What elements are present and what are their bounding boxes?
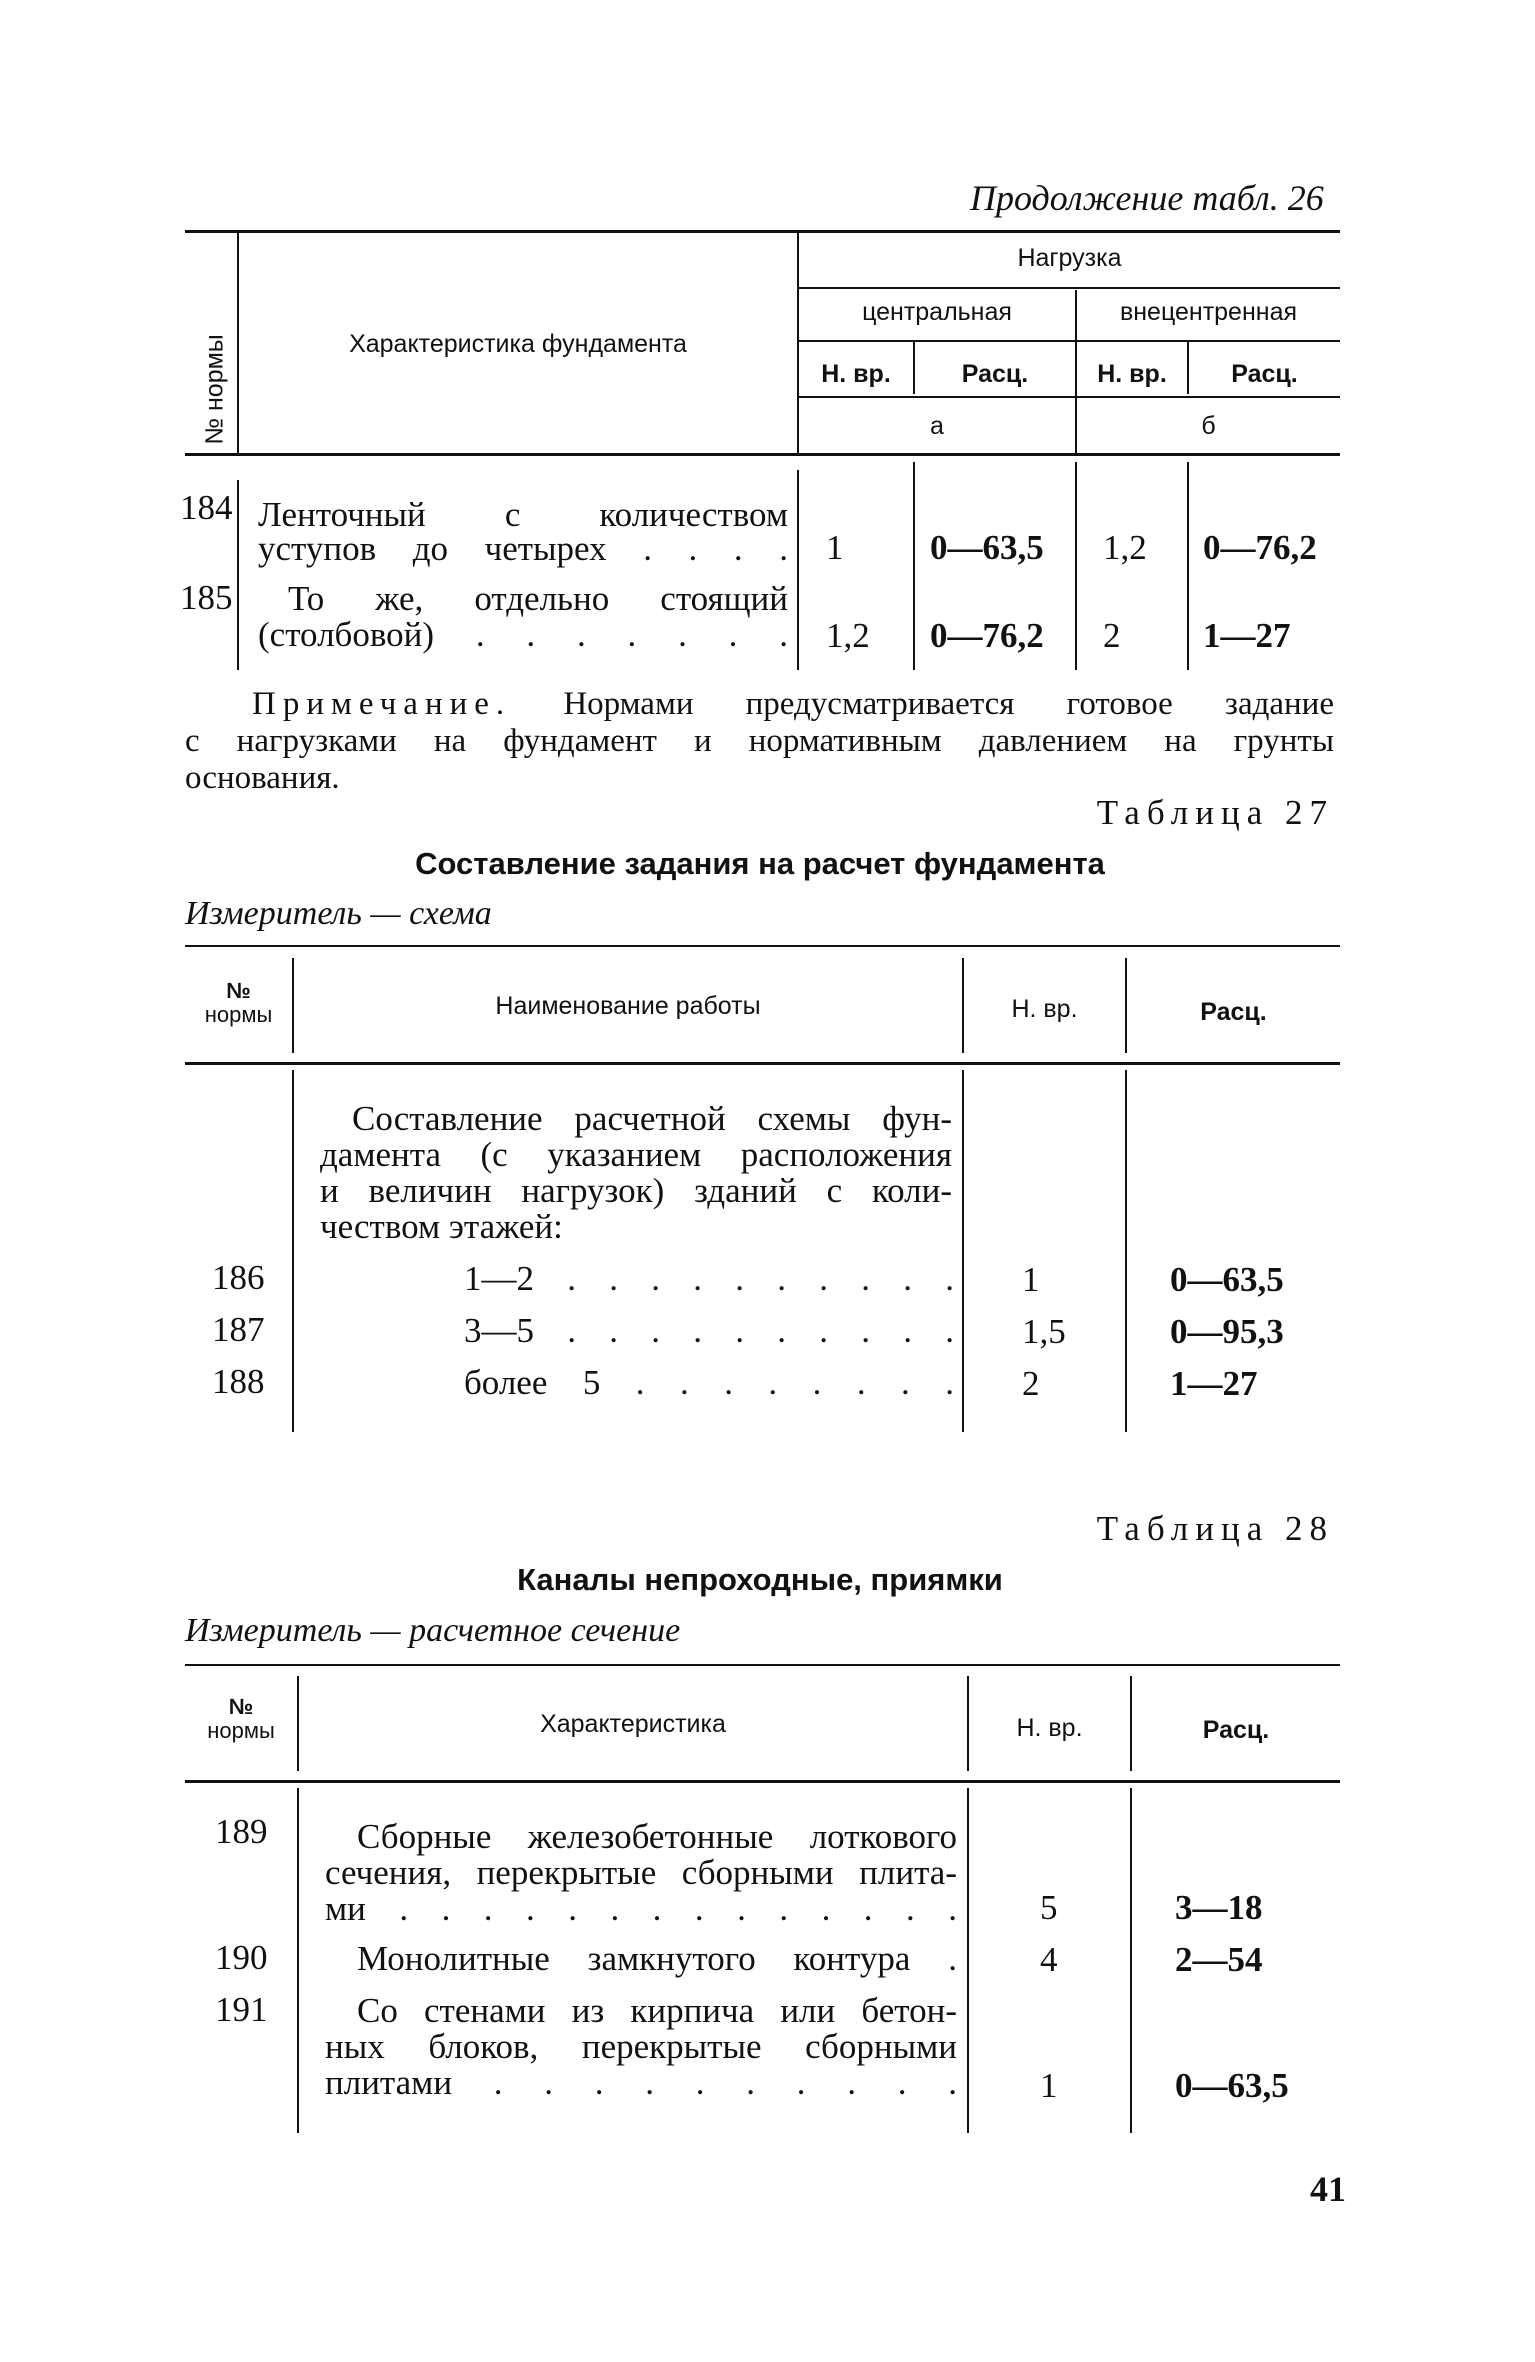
- row-185-line2: (столбовой) . . . . . . .: [258, 615, 788, 654]
- rasc-header-a: Расц.: [961, 360, 1029, 388]
- table-28-title: Каналы непроходные, приямки: [517, 1562, 1003, 1597]
- table-27-label: Таблица 27: [1096, 793, 1334, 832]
- col-num-header-1: №: [228, 1694, 254, 1719]
- continuation-label: Продолжение табл. 26: [970, 178, 1324, 218]
- table-28-label: Таблица 28: [1096, 1509, 1334, 1548]
- table-27-meter: Измеритель — схема: [185, 895, 492, 932]
- row-184-b-nvr: 1,2: [1103, 528, 1147, 567]
- row-185-a-nvr: 1,2: [826, 616, 870, 655]
- row-190-nvr: 4: [1040, 1940, 1058, 1979]
- row-191-rasc: 0—63,5: [1175, 2066, 1289, 2105]
- rule: [797, 287, 1340, 289]
- row-186-nvr: 1: [1022, 1260, 1040, 1299]
- row-190-line1: Монолитные замкнутого контура .: [357, 1939, 957, 1978]
- vline: [797, 470, 799, 670]
- vline: [1187, 462, 1189, 670]
- col-characteristic-header: Характеристика фундамента: [349, 330, 687, 358]
- row-185-a-rasc: 0—76,2: [930, 616, 1044, 655]
- row-191-line3: плитами . . . . . . . . . .: [325, 2063, 957, 2102]
- row-184-line1: Ленточный с количеством: [258, 495, 788, 534]
- row-188-num: 188: [212, 1362, 265, 1401]
- vline: [967, 1788, 969, 2133]
- row-186-rasc: 0—63,5: [1170, 1260, 1284, 1299]
- vline: [1130, 1788, 1132, 2133]
- row-189-nvr: 5: [1040, 1888, 1058, 1927]
- page-number: 41: [1310, 2169, 1346, 2209]
- central-header: центральная: [862, 298, 1012, 326]
- row-191-nvr: 1: [1040, 2066, 1058, 2105]
- row-190-num: 190: [215, 1938, 268, 1977]
- row-188-rasc: 1—27: [1170, 1364, 1258, 1403]
- vline: [297, 1788, 299, 2133]
- desc-line4: чеством этажей:: [320, 1207, 563, 1246]
- vline: [913, 462, 915, 670]
- row-185-line1: То же, отдельно стоящий: [288, 579, 788, 618]
- note-line3: основания.: [185, 760, 340, 796]
- row-185-b-nvr: 2: [1103, 616, 1121, 655]
- row-184-a-nvr: 1: [826, 528, 844, 567]
- rule-top: [185, 230, 1340, 233]
- row-186-label: 1—2 . . . . . . . . . .: [464, 1259, 954, 1298]
- row-187-rasc: 0—95,3: [1170, 1312, 1284, 1351]
- sub-b: б: [1201, 412, 1216, 440]
- desc-line3: и величин нагрузок) зданий с коли-: [320, 1171, 952, 1210]
- row-191-line1: Со стенами из кирпича или бетон-: [357, 1991, 957, 2030]
- note-line2: с нагрузками на фундамент и нормативным давлением на грунты: [185, 723, 1334, 759]
- row-189-line2: сечения, перекрытые сборными плита-: [325, 1853, 957, 1892]
- rule: [797, 340, 1340, 342]
- note-line1: [252, 686, 1334, 723]
- row-184-line2: уступов до четырех . . . .: [258, 529, 788, 568]
- row-185-num: 185: [180, 578, 233, 617]
- row-190-rasc: 2—54: [1175, 1940, 1263, 1979]
- col-num-header-1: №: [226, 978, 251, 1003]
- col-num-header-2: нормы: [204, 1002, 273, 1027]
- row-188-nvr: 2: [1022, 1364, 1040, 1403]
- row-191-num: 191: [215, 1990, 268, 2029]
- row-185-b-rasc: 1—27: [1203, 616, 1291, 655]
- note-text1: Нормами предусматривается готовое задание: [563, 686, 1334, 722]
- sub-a: а: [930, 412, 944, 440]
- row-184-b-rasc: 0—76,2: [1203, 528, 1317, 567]
- vline: [1125, 1070, 1127, 1432]
- vline: [292, 1070, 294, 1432]
- nvr-header-b: Н. вр.: [1097, 360, 1167, 388]
- note-label: Примечание.: [252, 686, 512, 722]
- desc-line1: Составление расчетной схемы фун-: [352, 1099, 952, 1138]
- row-184-num: 184: [180, 488, 233, 527]
- row-187-num: 187: [212, 1310, 265, 1349]
- desc-line2: дамента (с указанием расположения: [320, 1135, 952, 1174]
- vline: [237, 480, 239, 670]
- vline: [1075, 462, 1077, 670]
- row-188-label: более 5 . . . . . . . .: [464, 1363, 954, 1402]
- col-name-header: Наименование работы: [495, 992, 761, 1020]
- row-189-line1: Сборные железобетонные лоткового: [357, 1817, 957, 1856]
- load-header: Нагрузка: [1017, 244, 1122, 272]
- vline: [962, 1070, 964, 1432]
- row-189-line3: ми . . . . . . . . . . . . . .: [325, 1889, 957, 1928]
- col-num-header: № нормы: [200, 334, 229, 445]
- nvr-header-a: Н. вр.: [821, 360, 891, 388]
- rule-top: [185, 945, 1340, 947]
- col-characteristic-header: Характеристика: [540, 1710, 726, 1738]
- row-184-a-rasc: 0—63,5: [930, 528, 1044, 567]
- rule-header-bottom: [185, 1062, 1340, 1065]
- row-189-rasc: 3—18: [1175, 1888, 1263, 1927]
- rule-header-bottom: [185, 1780, 1340, 1783]
- row-186-num: 186: [212, 1258, 265, 1297]
- col-rasc-header: Расц.: [1202, 1716, 1270, 1744]
- eccentric-header: внецентренная: [1119, 298, 1298, 326]
- rasc-header-b: Расц.: [1231, 360, 1298, 388]
- col-nvr-header: Н. вр.: [1011, 995, 1078, 1023]
- row-189-num: 189: [215, 1812, 268, 1851]
- row-187-nvr: 1,5: [1022, 1312, 1066, 1351]
- col-num-header-2: нормы: [207, 1718, 275, 1743]
- rule: [797, 396, 1340, 398]
- rule-header-bottom: [185, 453, 1340, 456]
- table-27-title: Составление задания на расчет фундамента: [415, 846, 1105, 881]
- table-28-meter: Измеритель — расчетное сечение: [185, 1612, 681, 1649]
- col-rasc-header: Расц.: [1200, 998, 1267, 1026]
- row-187-label: 3—5 . . . . . . . . . .: [464, 1311, 954, 1350]
- row-191-line2: ных блоков, перекрытые сборными: [325, 2027, 957, 2066]
- rule-top: [185, 1664, 1340, 1666]
- col-nvr-header: Н. вр.: [1016, 1714, 1083, 1742]
